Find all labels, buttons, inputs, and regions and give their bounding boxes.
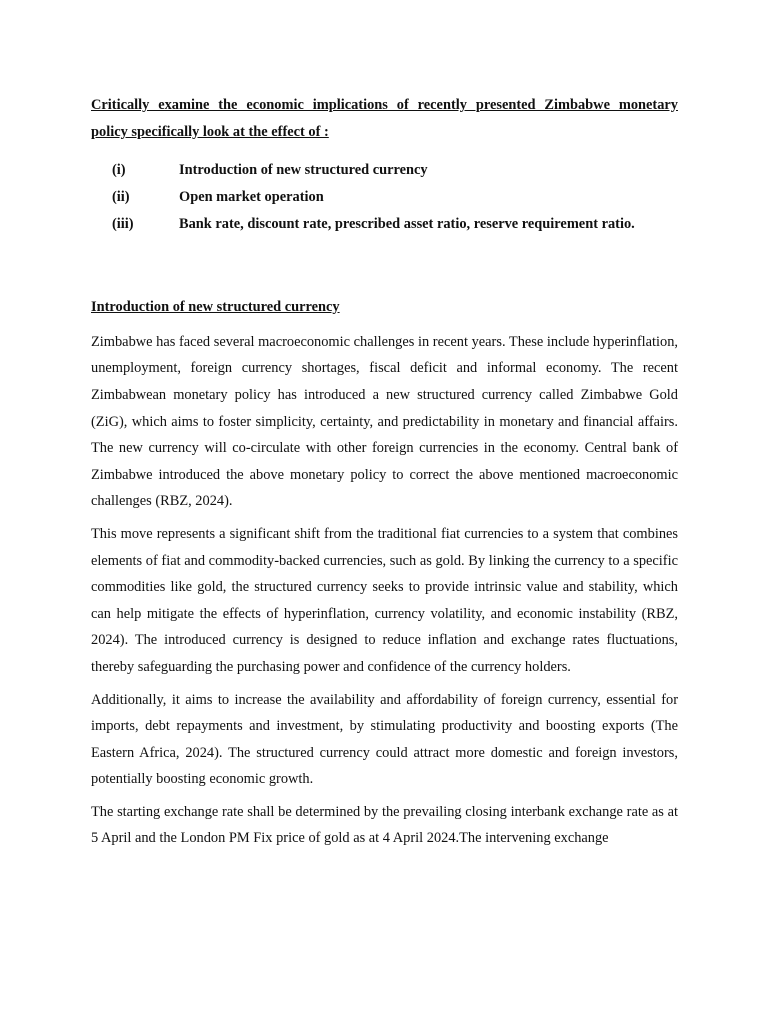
document-body <box>91 92 678 852</box>
list-item <box>112 157 678 184</box>
list-item <box>112 184 678 211</box>
question-line-1: Critically examine the economic implications of recently presented Zimbabwe monetary <box>91 97 678 113</box>
question-heading <box>91 92 678 145</box>
list-item-text: Open market operation <box>179 189 324 206</box>
paragraph-4: The starting exchange rate shall be determined by the prevailing closing interbank exchange rate as at 5 April and the London PM Fix price of gold as at 4 April 2024.The intervening exchange <box>91 803 678 847</box>
list-item-number: (i) <box>112 162 126 179</box>
paragraph-2: This move represents a significant shift from the traditional fiat currencies to a system that combines elements of fiat and commodity-backed currencies, such as gold. By linking the currency to a specific commodities like gold, the structured currency seeks to provide intrinsic value and stability, which can help mitigate the effects of hyperinflation, currency volatility, and economic instability (RBZ, 2024). The introduced currency is designed to reduce inflation and exchange rates fluctuations, thereby safeguarding the purchasing power and confidence of the currency holders. <box>91 525 678 675</box>
list-item-text: Introduction of new structured currency <box>179 162 428 179</box>
question-line-2: policy specifically look at the effect of : <box>91 123 329 140</box>
paragraph-1: Zimbabwe has faced several macroeconomic challenges in recent years. These include hyperinflation, unemployment, foreign currency shortages, fiscal deficit and informal economy. The recent Zimbabwean monetary policy has introduced a new structured currency called Zimbabwe Gold (ZiG), which aims to foster simplicity, certainty, and predictability in monetary and financial affairs. The new currency will co-circulate with other foreign currencies in the economy. Central bank of Zimbabwe introduced the above monetary policy to correct the above mentioned macroeconomic challenges (RBZ, 2024). <box>91 333 678 510</box>
list-item-number: (ii) <box>112 189 130 206</box>
question-items-list <box>91 157 678 238</box>
list-item <box>112 211 678 238</box>
list-item-number: (iii) <box>112 216 134 233</box>
paragraph-3: Additionally, it aims to increase the availability and affordability of foreign currency, essential for imports, debt repayments and investment, by stimulating productivity and boosting exports (The Eastern Africa, 2024). The structured currency could attract more domestic and foreign investors, potentially boosting economic growth. <box>91 691 678 788</box>
list-item-text: Bank rate, discount rate, prescribed asset ratio, reserve requirement ratio. <box>179 216 635 233</box>
section-heading: Introduction of new structured currency <box>91 299 340 316</box>
